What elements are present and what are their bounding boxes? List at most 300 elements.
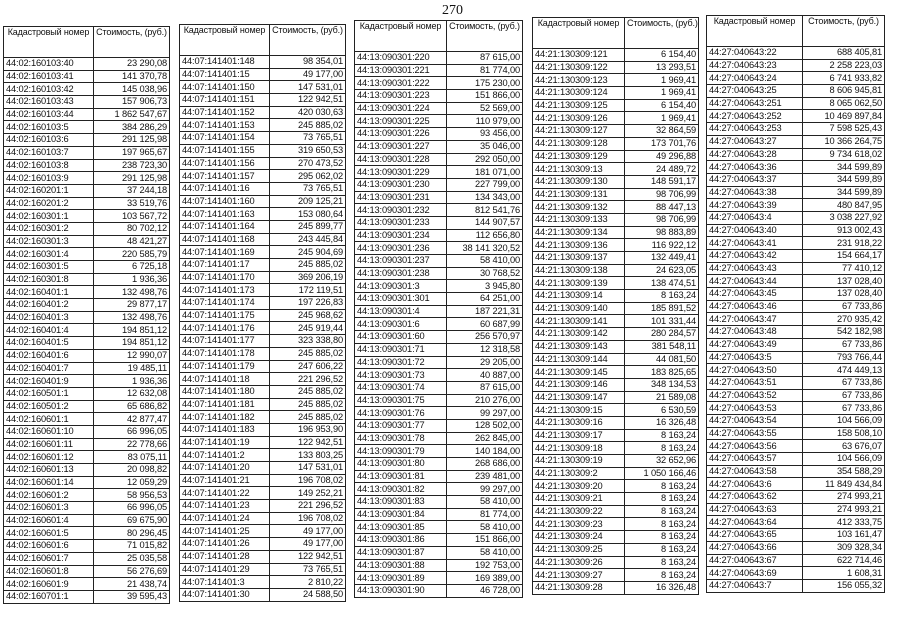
cadastral-number-cell: 44:21:130309:133 — [533, 213, 625, 226]
cost-cell: 8 163,24 — [625, 429, 699, 442]
table-row — [4, 578, 170, 591]
cadastral-number-cell: 44:27:040643:5 — [707, 351, 803, 364]
cadastral-number-cell: 44:21:130309:136 — [533, 239, 625, 252]
cadastral-number-cell: 44:21:130309:16 — [533, 416, 625, 429]
cost-cell: 812 541,76 — [447, 204, 523, 217]
cadastral-number-cell: 44:21:130309:139 — [533, 277, 625, 290]
cadastral-number-cell: 44:27:040643:28 — [707, 148, 803, 161]
cost-cell: 144 907,57 — [447, 216, 523, 229]
cost-cell: 73 765,51 — [270, 182, 346, 195]
cadastral-number-cell: 44:27:040643:54 — [707, 414, 803, 427]
cadastral-number-cell: 44:02:160201:2 — [4, 197, 94, 210]
cadastral-number-cell: 44:27:040643:4 — [707, 211, 803, 224]
cadastral-number-cell: 44:21:130309:21 — [533, 493, 625, 506]
cost-cell: 793 766,44 — [803, 351, 885, 364]
cadastral-number-cell: 44:02:160601:10 — [4, 425, 94, 438]
cost-cell: 245 968,62 — [270, 309, 346, 322]
cadastral-number-cell: 44:07:141401:21 — [180, 474, 270, 487]
cadastral-table-5 — [706, 15, 885, 593]
cadastral-number-cell: 44:27:040643:23 — [707, 59, 803, 72]
cost-cell: 104 566,09 — [803, 414, 885, 427]
table-row — [4, 286, 170, 299]
table-row — [4, 425, 170, 438]
cost-cell: 73 765,51 — [270, 132, 346, 145]
table-row — [4, 159, 170, 172]
cadastral-number-cell: 44:21:130309:127 — [533, 125, 625, 138]
cadastral-number-cell: 44:13:090301:75 — [355, 394, 447, 407]
table-row — [355, 470, 523, 483]
cost-cell: 354 588,29 — [803, 465, 885, 478]
cost-cell: 3 945,80 — [447, 280, 523, 293]
cost-cell: 110 979,00 — [447, 115, 523, 128]
table-row — [180, 360, 346, 373]
cadastral-number-cell: 44:27:040643:65 — [707, 529, 803, 542]
cadastral-number-cell: 44:02:160501:2 — [4, 400, 94, 413]
cost-cell: 381 548,11 — [625, 340, 699, 353]
header-cadastral-number: Кадастровый номер — [180, 25, 270, 56]
cadastral-number-cell: 44:02:160601:8 — [4, 565, 94, 578]
cost-cell: 262 845,00 — [447, 432, 523, 445]
cost-cell: 29 205,00 — [447, 356, 523, 369]
cadastral-number-cell: 44:13:090301:221 — [355, 64, 447, 77]
cadastral-number-cell: 44:27:040643:52 — [707, 389, 803, 402]
cost-cell: 1 936,36 — [94, 375, 170, 388]
cost-cell: 7 598 525,43 — [803, 123, 885, 136]
cadastral-number-cell: 44:27:040643:47 — [707, 313, 803, 326]
table-row — [4, 261, 170, 274]
cost-cell: 145 038,96 — [94, 83, 170, 96]
table-row — [180, 512, 346, 525]
cost-cell: 80 296,45 — [94, 527, 170, 540]
cost-cell: 63 676,07 — [803, 440, 885, 453]
cost-cell: 33 519,76 — [94, 197, 170, 210]
cadastral-number-cell: 44:02:160401:4 — [4, 324, 94, 337]
table-row — [533, 366, 699, 379]
table-row — [4, 235, 170, 248]
table-row — [533, 99, 699, 112]
cadastral-number-cell: 44:27:040643:24 — [707, 72, 803, 85]
cost-cell: 52 569,00 — [447, 102, 523, 115]
cadastral-number-cell: 44:13:090301:227 — [355, 140, 447, 153]
cost-cell: 245 899,77 — [270, 220, 346, 233]
cadastral-number-cell: 44:21:130309:144 — [533, 353, 625, 366]
cost-cell: 221 296,52 — [270, 500, 346, 513]
table-row — [355, 280, 523, 293]
table-row — [180, 119, 346, 132]
table-row — [4, 108, 170, 121]
cadastral-number-cell: 44:27:040643:56 — [707, 440, 803, 453]
cost-cell: 192 753,00 — [447, 559, 523, 572]
table-row — [707, 224, 885, 237]
cadastral-number-cell: 44:21:130309:126 — [533, 112, 625, 125]
cadastral-number-cell: 44:13:090301:229 — [355, 166, 447, 179]
table-row — [707, 97, 885, 110]
table-row — [533, 226, 699, 239]
table-row — [533, 531, 699, 544]
cost-cell: 66 996,05 — [94, 425, 170, 438]
table-row — [4, 565, 170, 578]
cost-cell: 67 733,86 — [803, 402, 885, 415]
cadastral-number-cell: 44:13:090301:226 — [355, 128, 447, 141]
cost-cell: 183 825,65 — [625, 366, 699, 379]
cadastral-number-cell: 44:21:130309:140 — [533, 302, 625, 315]
table-row — [707, 262, 885, 275]
cadastral-number-cell: 44:27:040643:50 — [707, 364, 803, 377]
cadastral-number-cell: 44:02:160401:7 — [4, 362, 94, 375]
table-header-row — [180, 25, 346, 56]
table-row — [707, 110, 885, 123]
cadastral-number-cell: 44:21:130309:124 — [533, 87, 625, 100]
cost-cell: 169 389,00 — [447, 572, 523, 585]
table-row — [4, 70, 170, 83]
cadastral-number-cell: 44:13:090301:236 — [355, 242, 447, 255]
table-row — [533, 125, 699, 138]
table-row — [707, 186, 885, 199]
cost-cell: 16 326,48 — [625, 416, 699, 429]
table-row — [707, 123, 885, 136]
cost-cell: 6 741 933,82 — [803, 72, 885, 85]
table-row — [355, 381, 523, 394]
cadastral-number-cell: 44:27:040643:22 — [707, 47, 803, 60]
table-row — [180, 449, 346, 462]
table-row — [707, 478, 885, 491]
cadastral-number-cell: 44:07:141401:154 — [180, 132, 270, 145]
cost-cell: 243 445,84 — [270, 233, 346, 246]
cost-cell: 220 585,79 — [94, 248, 170, 261]
cost-cell: 268 686,00 — [447, 458, 523, 471]
table-row — [180, 271, 346, 284]
cadastral-number-cell: 44:02:160601:3 — [4, 502, 94, 515]
table-row — [355, 191, 523, 204]
cost-cell: 6 154,40 — [625, 99, 699, 112]
table-row — [707, 465, 885, 478]
table-row — [533, 163, 699, 176]
cadastral-number-cell: 44:27:040643:46 — [707, 300, 803, 313]
cost-cell: 132 498,76 — [94, 311, 170, 324]
cost-cell: 32 652,96 — [625, 455, 699, 468]
cost-cell: 13 293,51 — [625, 61, 699, 74]
cost-cell: 137 028,40 — [803, 288, 885, 301]
table-row — [355, 153, 523, 166]
cost-cell: 2 258 223,03 — [803, 59, 885, 72]
cost-cell: 6 154,40 — [625, 49, 699, 62]
cost-cell: 80 702,12 — [94, 222, 170, 235]
cost-cell: 292 050,00 — [447, 153, 523, 166]
cost-cell: 10 469 897,84 — [803, 110, 885, 123]
table-row — [4, 172, 170, 185]
header-cost: Стоимость, (руб.) — [270, 25, 346, 56]
cost-cell: 24 623,05 — [625, 264, 699, 277]
cadastral-number-cell: 44:02:160601:9 — [4, 578, 94, 591]
table-row — [180, 220, 346, 233]
cadastral-number-cell: 44:27:040643:41 — [707, 237, 803, 250]
table-row — [707, 300, 885, 313]
cadastral-number-cell: 44:07:141401:30 — [180, 588, 270, 601]
cadastral-number-cell: 44:13:090301:224 — [355, 102, 447, 115]
cost-cell: 291 125,98 — [94, 134, 170, 147]
cost-cell: 245 919,44 — [270, 322, 346, 335]
cost-cell: 58 410,00 — [447, 546, 523, 559]
table-row — [180, 170, 346, 183]
table-row — [707, 275, 885, 288]
header-cost: Стоимость, (руб.) — [625, 18, 699, 49]
cost-cell: 8 163,24 — [625, 480, 699, 493]
cadastral-number-cell: 44:27:040643:67 — [707, 554, 803, 567]
table-row — [355, 445, 523, 458]
cost-cell: 1 936,36 — [94, 273, 170, 286]
cost-cell: 30 768,52 — [447, 267, 523, 280]
table-row — [4, 387, 170, 400]
cadastral-number-cell: 44:21:130309:17 — [533, 429, 625, 442]
cost-cell: 65 686,82 — [94, 400, 170, 413]
cadastral-number-cell: 44:13:090301:88 — [355, 559, 447, 572]
cadastral-number-cell: 44:21:130309:128 — [533, 137, 625, 150]
cadastral-number-cell: 44:07:141401:155 — [180, 144, 270, 157]
table-row — [180, 525, 346, 538]
cost-cell: 245 885,02 — [270, 119, 346, 132]
cadastral-number-cell: 44:27:040643:51 — [707, 376, 803, 389]
table-row — [355, 419, 523, 432]
cadastral-number-cell: 44:07:141401:152 — [180, 106, 270, 119]
table-row — [533, 416, 699, 429]
table-row — [707, 389, 885, 402]
cost-cell: 245 904,69 — [270, 246, 346, 259]
table-row — [180, 398, 346, 411]
table-row — [4, 476, 170, 489]
table-row — [533, 455, 699, 468]
table-row — [355, 255, 523, 268]
cadastral-number-cell: 44:07:141401:168 — [180, 233, 270, 246]
cadastral-number-cell: 44:21:130309:22 — [533, 505, 625, 518]
cadastral-number-cell: 44:21:130309:130 — [533, 175, 625, 188]
cost-cell: 39 595,43 — [94, 590, 170, 603]
cadastral-number-cell: 44:07:141401:148 — [180, 56, 270, 69]
cadastral-number-cell: 44:27:040643:69 — [707, 567, 803, 580]
cadastral-number-cell: 44:21:130309:123 — [533, 74, 625, 87]
cadastral-number-cell: 44:02:160301:2 — [4, 222, 94, 235]
table-row — [180, 246, 346, 259]
cost-cell: 8 606 945,81 — [803, 85, 885, 98]
table-row — [4, 552, 170, 565]
cost-cell: 122 942,51 — [270, 550, 346, 563]
table-row — [180, 284, 346, 297]
table-row — [707, 541, 885, 554]
cost-cell: 8 163,24 — [625, 290, 699, 303]
cadastral-number-cell: 44:07:141401:176 — [180, 322, 270, 335]
cadastral-number-cell: 44:02:160301:5 — [4, 261, 94, 274]
table-header-row — [533, 18, 699, 49]
table-row — [180, 144, 346, 157]
cost-cell: 239 481,00 — [447, 470, 523, 483]
cost-cell: 194 851,12 — [94, 337, 170, 350]
table-row — [180, 208, 346, 221]
table-row — [355, 178, 523, 191]
cost-cell: 181 071,00 — [447, 166, 523, 179]
table-row — [707, 199, 885, 212]
cost-cell: 48 421,27 — [94, 235, 170, 248]
cadastral-number-cell: 44:13:090301:84 — [355, 508, 447, 521]
table-row — [355, 458, 523, 471]
cost-cell: 10 366 264,75 — [803, 135, 885, 148]
cost-cell: 221 296,52 — [270, 373, 346, 386]
table-row — [180, 157, 346, 170]
cost-cell: 21 438,74 — [94, 578, 170, 591]
cadastral-number-cell: 44:21:130309:24 — [533, 531, 625, 544]
cadastral-number-cell: 44:07:141401:2 — [180, 449, 270, 462]
cadastral-number-cell: 44:21:130309:15 — [533, 404, 625, 417]
cost-cell: 141 370,78 — [94, 70, 170, 83]
table-row — [533, 150, 699, 163]
cost-cell: 24 489,72 — [625, 163, 699, 176]
cost-cell: 147 531,01 — [270, 81, 346, 94]
cadastral-number-cell: 44:27:040643:44 — [707, 275, 803, 288]
cost-cell: 319 650,53 — [270, 144, 346, 157]
cadastral-number-cell: 44:27:040643:43 — [707, 262, 803, 275]
table-row — [180, 195, 346, 208]
table-row — [180, 423, 346, 436]
table-row — [533, 302, 699, 315]
cost-cell: 148 591,17 — [625, 175, 699, 188]
cadastral-number-cell: 44:07:141401:164 — [180, 220, 270, 233]
cost-cell: 158 508,10 — [803, 427, 885, 440]
table-row — [4, 248, 170, 261]
table-row — [4, 222, 170, 235]
table-row — [4, 438, 170, 451]
cadastral-number-cell: 44:13:090301:71 — [355, 343, 447, 356]
cadastral-number-cell: 44:21:130309:129 — [533, 150, 625, 163]
cost-cell: 37 244,18 — [94, 184, 170, 197]
cadastral-number-cell: 44:21:130309:146 — [533, 378, 625, 391]
table-row — [180, 233, 346, 246]
cadastral-number-cell: 44:27:040643:253 — [707, 123, 803, 136]
cadastral-number-cell: 44:02:160201:1 — [4, 184, 94, 197]
header-cadastral-number: Кадастровый номер — [533, 18, 625, 49]
cadastral-number-cell: 44:07:141401:29 — [180, 563, 270, 576]
cost-cell: 12 632,08 — [94, 387, 170, 400]
cadastral-number-cell: 44:27:040643:36 — [707, 161, 803, 174]
cadastral-number-cell: 44:07:141401:24 — [180, 512, 270, 525]
table-row — [355, 483, 523, 496]
cost-cell: 8 163,24 — [625, 556, 699, 569]
cost-cell: 474 449,13 — [803, 364, 885, 377]
cadastral-number-cell: 44:21:130309:137 — [533, 252, 625, 265]
cadastral-number-cell: 44:13:090301:228 — [355, 153, 447, 166]
table-row — [533, 353, 699, 366]
table-row — [533, 175, 699, 188]
cost-cell: 173 701,76 — [625, 137, 699, 150]
table-row — [533, 137, 699, 150]
table-row — [180, 462, 346, 475]
cadastral-number-cell: 44:13:090301:231 — [355, 191, 447, 204]
cost-cell: 133 803,25 — [270, 449, 346, 462]
table-row — [180, 550, 346, 563]
cost-cell: 197 965,67 — [94, 146, 170, 159]
cost-cell: 138 474,51 — [625, 277, 699, 290]
cadastral-number-cell: 44:02:160601:7 — [4, 552, 94, 565]
cost-cell: 42 877,47 — [94, 413, 170, 426]
table-row — [355, 52, 523, 65]
table-row — [180, 335, 346, 348]
cadastral-number-cell: 44:21:130309:25 — [533, 543, 625, 556]
cost-cell: 49 177,00 — [270, 538, 346, 551]
cost-cell: 151 866,00 — [447, 534, 523, 547]
cadastral-number-cell: 44:13:090301:230 — [355, 178, 447, 191]
cost-cell: 480 847,95 — [803, 199, 885, 212]
cadastral-number-cell: 44:21:130309:2 — [533, 467, 625, 480]
table-row — [355, 559, 523, 572]
table-row — [180, 373, 346, 386]
cost-cell: 44 081,50 — [625, 353, 699, 366]
table-row — [180, 436, 346, 449]
cadastral-table-2 — [179, 24, 346, 602]
cost-cell: 369 206,19 — [270, 271, 346, 284]
table-row — [4, 197, 170, 210]
cost-cell: 38 141 320,52 — [447, 242, 523, 255]
cadastral-number-cell: 44:27:040643:7 — [707, 579, 803, 592]
cost-cell: 29 877,17 — [94, 299, 170, 312]
cadastral-number-cell: 44:07:141401:28 — [180, 550, 270, 563]
cadastral-number-cell: 44:02:160301:4 — [4, 248, 94, 261]
cadastral-number-cell: 44:21:130309:134 — [533, 226, 625, 239]
table-row — [355, 331, 523, 344]
table-row — [707, 351, 885, 364]
cadastral-number-cell: 44:07:141401:175 — [180, 309, 270, 322]
table-row — [533, 61, 699, 74]
page-number: 270 — [442, 3, 463, 18]
cost-cell: 101 331,44 — [625, 315, 699, 328]
cost-cell: 58 410,00 — [447, 496, 523, 509]
cadastral-number-cell: 44:07:141401:23 — [180, 500, 270, 513]
cost-cell: 245 885,02 — [270, 411, 346, 424]
cost-cell: 3 038 227,92 — [803, 211, 885, 224]
table-row — [4, 400, 170, 413]
table-row — [4, 527, 170, 540]
cadastral-number-cell: 44:13:090301:85 — [355, 521, 447, 534]
cost-cell: 156 055,32 — [803, 579, 885, 592]
cadastral-number-cell: 44:21:130309:147 — [533, 391, 625, 404]
cost-cell: 8 163,24 — [625, 505, 699, 518]
table-row — [355, 216, 523, 229]
header-cost: Стоимость, (руб.) — [447, 21, 523, 52]
cadastral-number-cell: 44:21:130309:138 — [533, 264, 625, 277]
cadastral-number-cell: 44:02:160701:1 — [4, 590, 94, 603]
cost-cell: 83 075,11 — [94, 451, 170, 464]
cost-cell: 1 969,41 — [625, 112, 699, 125]
cost-cell: 22 778,66 — [94, 438, 170, 451]
cadastral-number-cell: 44:07:141401:182 — [180, 411, 270, 424]
cost-cell: 67 733,86 — [803, 376, 885, 389]
table-row — [4, 311, 170, 324]
table-row — [180, 576, 346, 589]
cost-cell: 210 276,00 — [447, 394, 523, 407]
table-row — [355, 508, 523, 521]
cadastral-number-cell: 44:27:040643:57 — [707, 453, 803, 466]
cost-cell: 1 969,41 — [625, 87, 699, 100]
table-row — [533, 442, 699, 455]
cost-cell: 227 799,00 — [447, 178, 523, 191]
cadastral-number-cell: 44:13:090301:237 — [355, 255, 447, 268]
table-row — [4, 464, 170, 477]
table-row — [707, 338, 885, 351]
cost-cell: 58 956,53 — [94, 489, 170, 502]
table-row — [533, 213, 699, 226]
cost-cell: 245 885,02 — [270, 259, 346, 272]
cadastral-number-cell: 44:07:141401:173 — [180, 284, 270, 297]
table-row — [355, 369, 523, 382]
table-row — [707, 453, 885, 466]
cost-cell: 154 664,17 — [803, 250, 885, 263]
cost-cell: 49 177,00 — [270, 68, 346, 81]
